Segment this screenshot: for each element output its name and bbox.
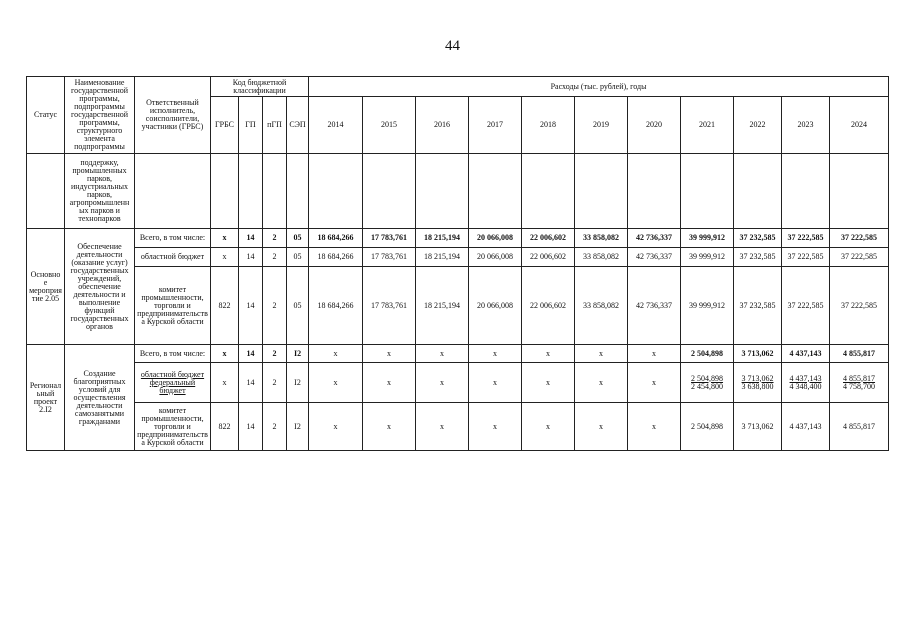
value-cell: 18 215,194 (416, 267, 469, 345)
value-cell: 4 437,143 (782, 403, 830, 451)
header-expenses: Расходы (тыс. рублей), годы (309, 77, 889, 97)
value-cell: 37 232,585 (734, 229, 782, 248)
value-cell: 3 713,062 (734, 345, 782, 363)
header-code: ГП (239, 97, 263, 154)
code-cell: 2 (263, 363, 287, 403)
value-cell: 37 222,585 (830, 229, 889, 248)
value-cell-pair (734, 363, 782, 403)
value-regional: 2 504,898 (691, 373, 724, 383)
value-cell: 22 006,602 (522, 267, 575, 345)
header-year: 2024 (830, 97, 889, 154)
code-cell: 822 (211, 403, 239, 451)
value-cell: 22 006,602 (522, 229, 575, 248)
value-cell: 39 999,912 (681, 248, 734, 267)
value-cell-pair (830, 363, 889, 403)
value-cell: x (575, 363, 628, 403)
code-cell: 2 (263, 229, 287, 248)
code-cell: 14 (239, 363, 263, 403)
value-cell: 2 504,898 (681, 403, 734, 451)
value-cell: 18 215,194 (416, 229, 469, 248)
value-cell: x (575, 345, 628, 363)
value-cell: 22 006,602 (522, 248, 575, 267)
value-cell-pair (782, 363, 830, 403)
code-cell: x (211, 229, 239, 248)
value-cell: x (363, 345, 416, 363)
budget-table (26, 76, 889, 451)
row-executor: комитет промышленности, торговли и предпринимательства Курской области (135, 403, 211, 451)
value-cell: 3 713,062 (734, 403, 782, 451)
header-year: 2022 (734, 97, 782, 154)
value-cell: x (469, 345, 522, 363)
code-cell: x (211, 345, 239, 363)
header-year: 2014 (309, 97, 363, 154)
value-cell: 42 736,337 (628, 248, 681, 267)
value-cell: 33 858,082 (575, 267, 628, 345)
value-cell: 18 684,266 (309, 248, 363, 267)
continuation-row (27, 154, 889, 229)
header-code: СЭП (287, 97, 309, 154)
table-row (27, 229, 889, 248)
code-cell: 2 (263, 403, 287, 451)
value-cell: 39 999,912 (681, 267, 734, 345)
value-cell: x (309, 403, 363, 451)
value-cell: 33 858,082 (575, 229, 628, 248)
row-executor: Всего, в том числе: (135, 345, 211, 363)
value-cell: 4 855,817 (830, 345, 889, 363)
header-year: 2017 (469, 97, 522, 154)
header-year: 2020 (628, 97, 681, 154)
value-cell: x (522, 403, 575, 451)
row-executor: комитет промышленности, торговли и предпринимательства Курской области (135, 267, 211, 345)
executor-regional-budget: областной бюджет (140, 369, 205, 379)
value-cell: 17 783,761 (363, 229, 416, 248)
value-cell: 2 504,898 (681, 345, 734, 363)
value-cell: x (628, 363, 681, 403)
value-federal: 4 758,700 (843, 381, 876, 391)
value-cell: 37 232,585 (734, 267, 782, 345)
value-regional: 4 855,817 (843, 373, 876, 383)
code-cell: 2 (263, 345, 287, 363)
value-cell: x (363, 363, 416, 403)
value-cell: x (469, 403, 522, 451)
code-cell: I2 (287, 345, 309, 363)
value-regional: 4 437,143 (789, 373, 822, 383)
value-cell: x (309, 345, 363, 363)
value-cell: 18 684,266 (309, 267, 363, 345)
code-cell: 2 (263, 267, 287, 345)
value-cell: x (363, 403, 416, 451)
header-code: пГП (263, 97, 287, 154)
row-executor: Всего, в том числе: (135, 229, 211, 248)
value-cell: 18 684,266 (309, 229, 363, 248)
value-cell: 20 066,008 (469, 267, 522, 345)
code-cell: 14 (239, 229, 263, 248)
row-name: Обеспечение деятельности (оказание услуг) государственных учреждений, обеспечение деятельности и выполнение функций государственных органов (65, 229, 135, 345)
code-cell: 05 (287, 267, 309, 345)
value-regional: 3 713,062 (741, 373, 774, 383)
value-cell-pair (681, 363, 734, 403)
code-cell: 05 (287, 229, 309, 248)
code-cell: 05 (287, 248, 309, 267)
header-year: 2023 (782, 97, 830, 154)
table-row (27, 248, 889, 267)
value-cell: 42 736,337 (628, 267, 681, 345)
value-cell: 37 232,585 (734, 248, 782, 267)
code-cell: x (211, 363, 239, 403)
header-year: 2015 (363, 97, 416, 154)
table-row (27, 345, 889, 363)
table-row (27, 267, 889, 345)
code-cell: I2 (287, 403, 309, 451)
code-cell: 14 (239, 345, 263, 363)
value-cell: 37 222,585 (782, 248, 830, 267)
value-federal: 2 454,800 (691, 381, 724, 391)
value-cell: x (575, 403, 628, 451)
value-cell: x (522, 345, 575, 363)
value-cell: 33 858,082 (575, 248, 628, 267)
value-cell: 42 736,337 (628, 229, 681, 248)
code-cell: 14 (239, 403, 263, 451)
value-cell: x (628, 403, 681, 451)
executor-federal-budget: федеральный бюджет (149, 377, 196, 395)
header-status: Статус (27, 77, 65, 154)
code-cell: 14 (239, 248, 263, 267)
value-cell: x (522, 363, 575, 403)
value-cell: 20 066,008 (469, 229, 522, 248)
value-cell: 37 222,585 (782, 267, 830, 345)
header-year: 2018 (522, 97, 575, 154)
value-cell: 18 215,194 (416, 248, 469, 267)
value-cell: 39 999,912 (681, 229, 734, 248)
code-cell: I2 (287, 363, 309, 403)
value-cell: x (469, 363, 522, 403)
header-year: 2016 (416, 97, 469, 154)
page-number: 44 (445, 38, 460, 54)
header-row-1 (27, 77, 889, 97)
code-cell: 822 (211, 267, 239, 345)
value-cell: 17 783,761 (363, 248, 416, 267)
value-cell: x (416, 345, 469, 363)
value-cell: 37 222,585 (830, 267, 889, 345)
header-year: 2019 (575, 97, 628, 154)
row-executor (135, 363, 211, 403)
code-cell: 2 (263, 248, 287, 267)
value-cell: x (416, 363, 469, 403)
code-cell: 14 (239, 267, 263, 345)
value-cell: 20 066,008 (469, 248, 522, 267)
continuation-text: поддержку, промышленных парков, индустриальных парков, агропромышленных парков и технопарков (65, 154, 135, 229)
value-cell: 37 222,585 (782, 229, 830, 248)
header-budget-code: Код бюджетной классификации (211, 77, 309, 97)
value-cell: 17 783,761 (363, 267, 416, 345)
value-cell: x (628, 345, 681, 363)
value-federal: 3 638,800 (741, 381, 774, 391)
table-row (27, 403, 889, 451)
header-program-name: Наименование государственной программы, подпрограммы государственной программы, структурного элемента подпрограммы (65, 77, 135, 154)
value-cell: x (309, 363, 363, 403)
value-cell: 4 437,143 (782, 345, 830, 363)
header-year: 2021 (681, 97, 734, 154)
code-cell: x (211, 248, 239, 267)
value-federal: 4 348,400 (789, 381, 822, 391)
value-cell: x (416, 403, 469, 451)
row-name: Создание благоприятных условий для осуществления деятельности самозанятыми гражданами (65, 345, 135, 451)
value-cell: 37 222,585 (830, 248, 889, 267)
row-executor: областной бюджет (135, 248, 211, 267)
row-status: Основное мероприятие 2.05 (27, 229, 65, 345)
table-row (27, 363, 889, 403)
value-cell: 4 855,817 (830, 403, 889, 451)
header-code: ГРБС (211, 97, 239, 154)
row-status: Региональный проект 2.I2 (27, 345, 65, 451)
header-executor: Ответственный исполнитель, соисполнители, участники (ГРБС) (135, 77, 211, 154)
